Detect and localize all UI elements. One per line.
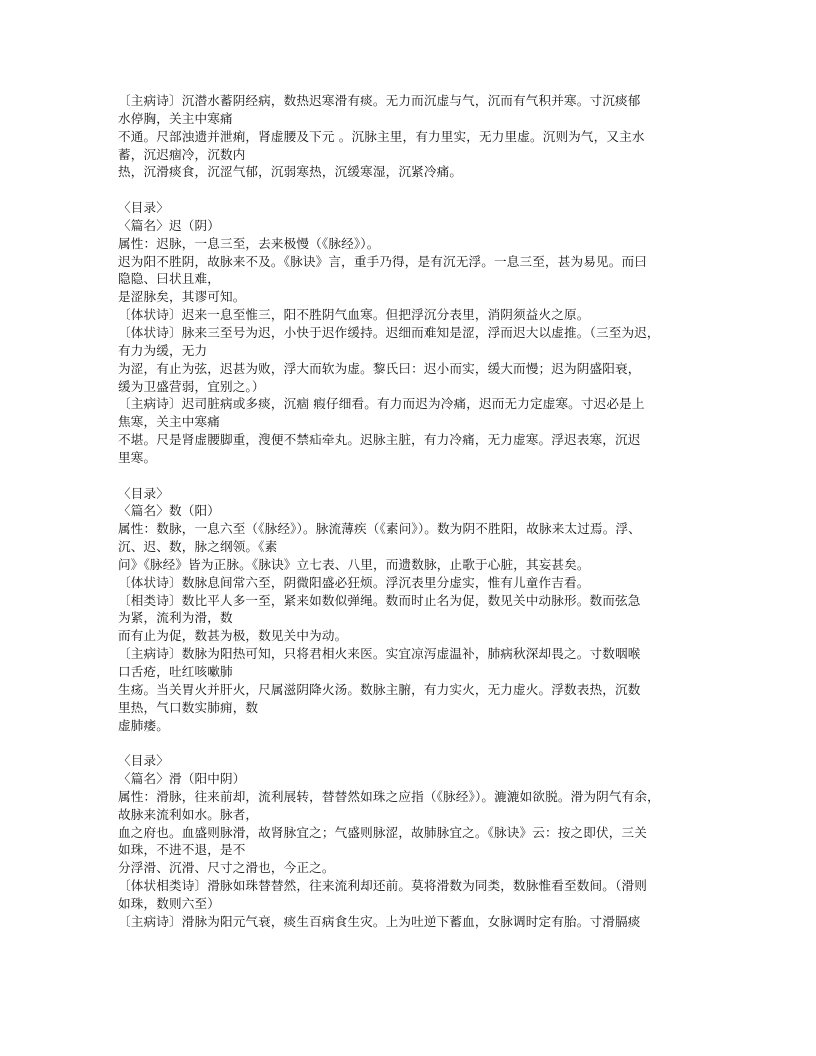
text-line: 口舌疮，吐红咳嗽肺: [118, 664, 233, 679]
text-line: 属性：迟脉，一息三至，去来极慢（《脉经》）。: [118, 235, 380, 251]
section-hua-pulse: [118, 752, 700, 930]
text-line: 为涩，有止为弦，迟甚为败，浮大而软为虚。黎氏曰：迟小而实，缓大而慢；迟为阴盛阳衰，: [118, 360, 641, 376]
text-line: 是涩脉矣，其谬可知。: [118, 289, 246, 305]
section-title: 〈篇名〉数（阳）: [118, 503, 220, 519]
text-line: 为紧，流利为滑，数: [118, 610, 233, 626]
text-line: 蓄，沉迟痼冷，沉数内: [118, 146, 246, 162]
text-line: 沉、迟、数，脉之纲领。《素: [118, 539, 278, 555]
text-line: 里热，气口数实肺痈，数: [118, 699, 259, 715]
text-line: 生疡。当关胃火并肝火，尺属滋阴降火汤。数脉主腑，有力实火，无力虚火。浮数表热，沉数: [118, 681, 641, 697]
text-line: 里寒。: [118, 449, 157, 465]
text-line: 焦寒，关主中寒痛: [118, 414, 220, 430]
text-line: 不通。尺部浊遗并泄痢，肾虚腰及下元 。沉脉主里，有力里实，无力里虚。沉则为气，又主水: [118, 128, 645, 144]
text-line: 〔体状诗〕迟来一息至惟三，阳不胜阴气血寒。但把浮沉分表里，消阴须益火之原。: [118, 307, 590, 323]
text-line: 属性：滑脉，往来前却，流利展转，替替然如珠之应指（《脉经》）。漉漉如欲脱。滑为阴气有余，: [118, 788, 660, 804]
text-line: 不堪。尺是肾虚腰脚重，溲便不禁疝牵丸。迟脉主脏，有力冷痛，无力虚寒。浮迟表寒，沉迟: [118, 432, 641, 448]
text-line: 血之府也。血盛则脉滑，故肾脉宜之；气盛则脉涩，故肺脉宜之。《脉诀》云：按之即伏，三关: [118, 824, 647, 840]
text-line: 热，沉滑痰食，沉涩气郁，沉弱寒热，沉缓寒湿，沉紧冷痛。: [118, 164, 463, 180]
section-title: 〈篇名〉迟（阴）: [118, 217, 220, 233]
text-line: 〔主病诗〕滑脉为阳元气衰，痰生百病食生灾。上为吐逆下蓄血，女脉调时定有胎。寸滑膈痰: [118, 913, 641, 929]
text-line: 分浮滑、沉滑、尺寸之滑也，今正之。: [118, 860, 335, 876]
text-line: 有力为缓，无力: [118, 342, 208, 358]
text-line: 〔相类诗〕数比平人多一至，紧来如数似弹绳。数而时止名为促，数见关中动脉形。数而弦急: [118, 592, 641, 608]
document-page: [118, 92, 700, 931]
text-line: 缓为卫盛营弱，宜别之。）: [118, 378, 265, 394]
text-line: 〔体状诗〕脉来三至号为迟，小快于迟作缓持。迟细而难知是涩，浮而迟大以虚推。（三至为迟，: [118, 324, 660, 340]
text-line: 〔主病诗〕数脉为阳热可知，只将君相火来医。实宜凉泻虚温补，肺病秋深却畏之。寸数咽喉: [118, 646, 641, 662]
section-chi-pulse: [118, 199, 700, 467]
section-title: 〈篇名〉滑（阳中阴）: [118, 771, 246, 787]
toc-marker: 〈目录〉: [118, 753, 169, 769]
text-line: 〔主病诗〕迟司脏病或多痰，沉痼 瘕仔细看。有力而迟为冷痛，迟而无力定虚寒。寸迟必是上: [118, 396, 645, 412]
section-chen-disease-poem: [118, 92, 700, 181]
text-line: 虚肺痿。: [118, 717, 169, 733]
text-line: 隐隐、曰状且难，: [118, 271, 220, 287]
text-line: 〔主病诗〕沉潜水蓄阴经病，数热迟寒滑有痰。无力而沉虚与气，沉而有气积并寒。寸沉痰郁: [118, 93, 641, 108]
text-line: 故脉来流利如水。脉者，: [118, 806, 259, 822]
text-line: 迟为阳不胜阴，故脉来不及。《脉诀》言，重手乃得，是有沉无浮。一息三至，甚为易见。而曰: [118, 253, 647, 269]
text-line: 属性：数脉，一息六至（《脉经》）。脉流薄疾（《素问》）。数为阴不胜阳，故脉来太过焉。浮、: [118, 521, 641, 537]
text-line: 如珠，不进不退，是不: [118, 842, 246, 858]
toc-marker: 〈目录〉: [118, 485, 169, 501]
text-line: 〔体状诗〕数脉息间常六至，阴微阳盛必狂烦。浮沉表里分虚实，惟有儿童作吉看。: [118, 574, 590, 590]
toc-marker: 〈目录〉: [118, 200, 169, 216]
text-line: 而有止为促，数甚为极，数见关中为动。: [118, 628, 348, 644]
text-line: 问》《脉经》皆为正脉。《脉诀》立七表、八里，而遗数脉，止歌于心脏，其妄甚矣。: [118, 556, 590, 572]
text-line: 如珠，数则六至）: [118, 895, 220, 911]
blank-line: [118, 181, 700, 199]
blank-line: [118, 734, 700, 752]
section-shuo-pulse: [118, 485, 700, 735]
blank-line: [118, 467, 700, 485]
text-line: 水停胸，关主中寒痛: [118, 110, 233, 126]
text-line: 〔体状相类诗〕滑脉如珠替替然，往来流利却还前。莫将滑数为同类，数脉惟看至数间。（滑则: [118, 878, 647, 894]
